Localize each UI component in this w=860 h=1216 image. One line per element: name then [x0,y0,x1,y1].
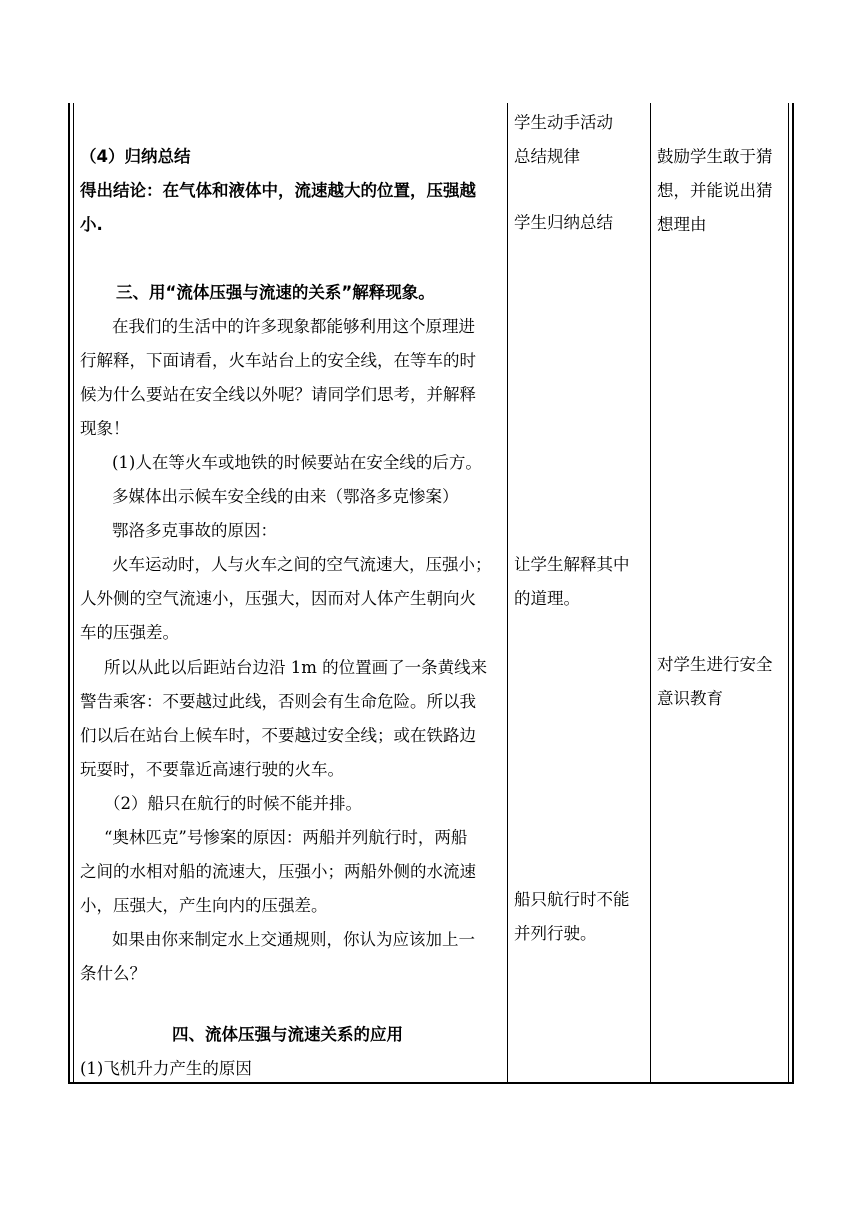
section-4-heading: 四、流体压强与流速关系的应用 [172,1025,403,1044]
paragraph-line: 候为什么要站在安全线以外呢？请同学们思考，并解释 [80,385,476,404]
paragraph-line: 玩耍时，不要靠近高速行驶的火车。 [80,760,344,779]
conclusion-text: 得出结论：在气体和液体中，流速越大的位置，压强越 [80,181,476,200]
design-intent-text: 对学生进行安全 [657,655,773,674]
paragraph-line: 如果由你来制定水上交通规则，你认为应该加上一 [112,930,475,949]
paragraph-line: 在我们的生活中的许多现象都能够利用这个原理进 [112,317,475,336]
student-activity-text: 学生归纳总结 [514,213,613,232]
paragraph-line: 车的压强差。 [80,623,179,642]
paragraph-line: 鄂洛多克事故的原因： [112,521,277,540]
paragraph-line: “奥林匹克”号惨案的原因：两船并列航行时，两船 [104,828,468,847]
design-intent-cell [657,0,789,1080]
student-activity-text: 的道理。 [514,589,580,608]
paragraph-line: 之间的水相对船的流速大，压强小；两船外侧的水流速 [80,862,476,881]
design-intent-text: 想理由 [657,215,707,234]
column-divider-1 [507,103,508,1084]
paragraph-line: 条什么？ [80,964,146,983]
design-intent-text: 鼓励学生敢于猜 [657,147,773,166]
paragraph-line: 警告乘客：不要越过此线，否则会有生命危险。所以我 [80,692,476,711]
teaching-content-cell [80,0,505,1080]
student-activity-text: 学生动手活动 [514,113,613,132]
student-activity-text: 让学生解释其中 [514,555,630,574]
paragraph-line: 人外侧的空气流速小，压强大，因而对人体产生朝向火 [80,589,476,608]
paragraph-line: 火车运动时，人与火车之间的空气流速大，压强小； [112,555,492,574]
student-activity-cell [514,0,644,1080]
conclusion-text: 小. [80,215,103,234]
student-activity-text: 总结规律 [514,147,580,166]
student-activity-text: 并列行驶。 [514,924,597,943]
table-left-border-outer [68,103,70,1084]
list-item: （2）船只在航行的时候不能并排。 [104,794,362,813]
column-divider-2 [650,103,651,1084]
paragraph-line: 行解释，下面请看，火车站台上的安全线，在等车的时 [80,351,476,370]
design-intent-text: 想，并能说出猜 [657,181,773,200]
student-activity-text: 船只航行时不能 [514,890,630,909]
paragraph-line: 现象！ [80,419,130,438]
section-3-heading: 三、用“流体压强与流速的关系”解释现象。 [116,283,435,302]
list-item: (1)飞机升力产生的原因 [80,1059,252,1078]
paragraph-line: 所以从此以后距站台边沿 1m 的位置画了一条黄线来 [104,658,488,677]
list-item: (1)人在等火车或地铁的时候要站在安全线的后方。 [112,453,482,472]
table-right-border-outer [792,103,794,1084]
summary-heading: （4）归纳总结 [80,147,191,166]
table-left-border-inner [73,103,74,1084]
paragraph-line: 小，压强大，产生向内的压强差。 [80,896,328,915]
paragraph-line: 们以后在站台上候车时，不要越过安全线；或在铁路边 [80,726,476,745]
design-intent-text: 意识教育 [657,689,723,708]
paragraph-line: 多媒体出示候车安全线的由来（鄂洛多克惨案） [112,487,459,506]
